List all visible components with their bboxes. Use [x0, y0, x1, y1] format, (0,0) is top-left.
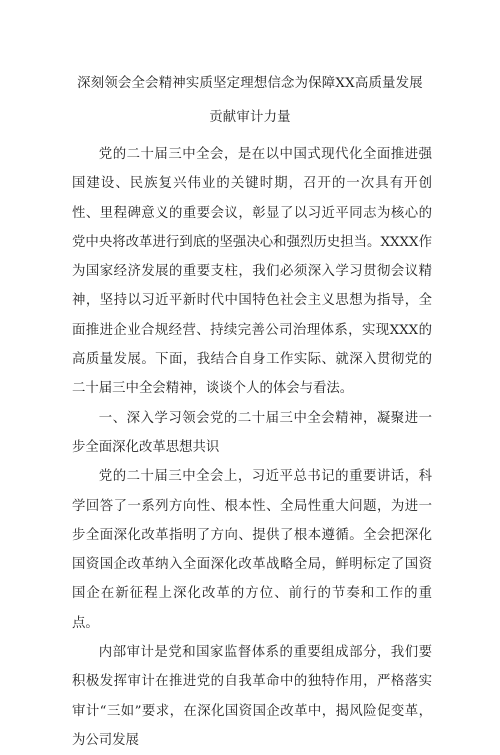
- section-heading-1: 一、深入学习领会党的二十届三中全会精神，凝聚进一步全面深化改革思想共识: [72, 410, 432, 455]
- paragraph-audit: 内部审计是党和国家监督体系的重要组成部分，我们要积极发挥审计在推进党的自我革命中的独特作用，严格落实审计“三如”要求，在深化国资国企改革中，揭风险促变革，为公司发展: [72, 645, 432, 748]
- document-body: [72, 140, 432, 755]
- paragraph-section-1: 党的二十届三中全会上，习近平总书记的重要讲话，科学回答了一系列方向性、根本性、全局性重大问题，为进一步全面深化改革指明了方向、提供了根本遵循。全会把深化国资国企改革纳入全面深化改革战略全局，鲜明标定了国资国企在新征程上深化改革的方位、前行的节奏和工作的重点。: [72, 469, 432, 631]
- document-title-line-2: 贡献审计力量: [209, 110, 291, 125]
- document-title-line-1: 深刻领会全会精神实质坚定理想信念为保障XX高质量发展: [77, 76, 423, 91]
- paragraph-intro: 党的二十届三中全会，是在以中国式现代化全面推进强国建设、民族复兴伟业的关键时期，召开的一次具有开创性、里程碑意义的重要会议，彰显了以习近平同志为核心的党中央将改革进行到底的坚强决心和强烈历史担当。XXXX作为国家经济发展的重要支柱，我们必须深入学习贯彻会议精神，坚持以习近平新时代中国特色社会主义思想为指导，全面推进企业合规经营、持续完善公司治理体系，实现XXX的高质量发展。下面，我结合自身工作实际、就深入贯彻党的二十届三中全会精神，谈谈个人的体会与看法。: [72, 147, 432, 397]
